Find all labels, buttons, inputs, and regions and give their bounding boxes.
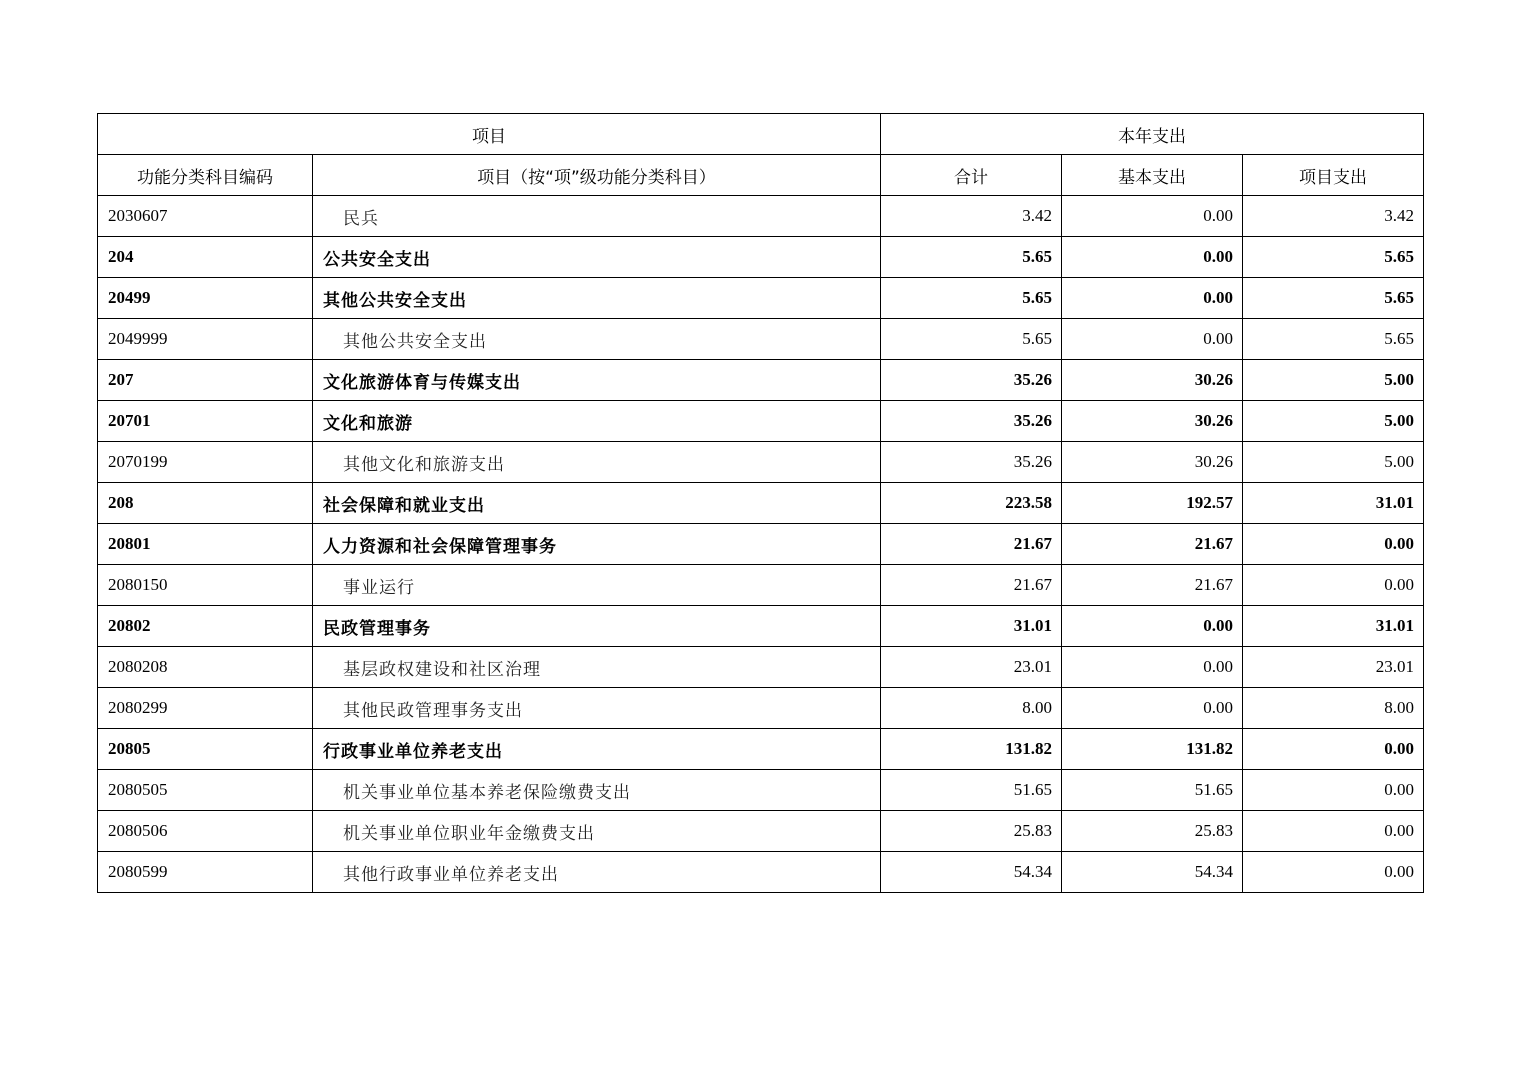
basic-cell: 30.26 <box>1062 401 1243 442</box>
header-row-2 <box>98 155 1424 196</box>
table-row <box>98 606 1424 647</box>
code-cell: 2080299 <box>98 688 313 729</box>
basic-cell: 25.83 <box>1062 811 1243 852</box>
name-cell: 其他行政事业单位养老支出 <box>313 852 881 893</box>
table-row <box>98 196 1424 237</box>
name-cell: 文化和旅游 <box>313 401 881 442</box>
table-row <box>98 647 1424 688</box>
basic-cell: 21.67 <box>1062 524 1243 565</box>
basic-cell: 0.00 <box>1062 647 1243 688</box>
basic-column-header: 基本支出 <box>1062 155 1243 196</box>
name-cell: 机关事业单位职业年金缴费支出 <box>313 811 881 852</box>
total-cell: 8.00 <box>881 688 1062 729</box>
code-cell: 20802 <box>98 606 313 647</box>
total-cell: 51.65 <box>881 770 1062 811</box>
budget-table <box>97 113 1424 893</box>
project-cell: 8.00 <box>1243 688 1424 729</box>
table-row <box>98 483 1424 524</box>
total-cell: 21.67 <box>881 565 1062 606</box>
total-cell: 35.26 <box>881 401 1062 442</box>
total-cell: 31.01 <box>881 606 1062 647</box>
code-cell: 20801 <box>98 524 313 565</box>
basic-cell: 0.00 <box>1062 237 1243 278</box>
code-column-header: 功能分类科目编码 <box>98 155 313 196</box>
code-cell: 2080599 <box>98 852 313 893</box>
basic-cell: 30.26 <box>1062 442 1243 483</box>
name-cell: 公共安全支出 <box>313 237 881 278</box>
name-cell: 文化旅游体育与传媒支出 <box>313 360 881 401</box>
basic-cell: 0.00 <box>1062 606 1243 647</box>
name-cell: 机关事业单位基本养老保险缴费支出 <box>313 770 881 811</box>
table-row <box>98 237 1424 278</box>
code-cell: 20805 <box>98 729 313 770</box>
total-cell: 223.58 <box>881 483 1062 524</box>
total-cell: 35.26 <box>881 442 1062 483</box>
header-row-1 <box>98 114 1424 155</box>
basic-cell: 0.00 <box>1062 278 1243 319</box>
total-cell: 5.65 <box>881 278 1062 319</box>
name-cell: 社会保障和就业支出 <box>313 483 881 524</box>
name-cell: 其他公共安全支出 <box>313 278 881 319</box>
name-column-header: 项目（按“项”级功能分类科目） <box>313 155 881 196</box>
code-cell: 2080505 <box>98 770 313 811</box>
total-cell: 21.67 <box>881 524 1062 565</box>
project-column-header: 项目支出 <box>1243 155 1424 196</box>
project-cell: 5.00 <box>1243 442 1424 483</box>
project-cell: 5.65 <box>1243 278 1424 319</box>
code-cell: 208 <box>98 483 313 524</box>
total-cell: 54.34 <box>881 852 1062 893</box>
code-cell: 2070199 <box>98 442 313 483</box>
table-row <box>98 565 1424 606</box>
total-cell: 5.65 <box>881 237 1062 278</box>
basic-cell: 0.00 <box>1062 196 1243 237</box>
table-row <box>98 442 1424 483</box>
code-cell: 2080208 <box>98 647 313 688</box>
total-cell: 3.42 <box>881 196 1062 237</box>
table-row <box>98 401 1424 442</box>
code-cell: 20701 <box>98 401 313 442</box>
project-cell: 3.42 <box>1243 196 1424 237</box>
name-cell: 民兵 <box>313 196 881 237</box>
basic-cell: 51.65 <box>1062 770 1243 811</box>
table-row <box>98 319 1424 360</box>
basic-cell: 54.34 <box>1062 852 1243 893</box>
name-cell: 其他公共安全支出 <box>313 319 881 360</box>
project-cell: 23.01 <box>1243 647 1424 688</box>
basic-cell: 0.00 <box>1062 688 1243 729</box>
table-row <box>98 360 1424 401</box>
project-cell: 0.00 <box>1243 565 1424 606</box>
code-cell: 2030607 <box>98 196 313 237</box>
code-cell: 2080506 <box>98 811 313 852</box>
project-cell: 0.00 <box>1243 524 1424 565</box>
project-cell: 5.00 <box>1243 360 1424 401</box>
table-row <box>98 278 1424 319</box>
project-cell: 0.00 <box>1243 770 1424 811</box>
project-cell: 5.65 <box>1243 319 1424 360</box>
basic-cell: 30.26 <box>1062 360 1243 401</box>
name-cell: 民政管理事务 <box>313 606 881 647</box>
code-cell: 20499 <box>98 278 313 319</box>
project-cell: 5.65 <box>1243 237 1424 278</box>
basic-cell: 192.57 <box>1062 483 1243 524</box>
total-column-header: 合计 <box>881 155 1062 196</box>
project-cell: 0.00 <box>1243 852 1424 893</box>
table-row <box>98 811 1424 852</box>
project-cell: 31.01 <box>1243 483 1424 524</box>
name-cell: 事业运行 <box>313 565 881 606</box>
basic-cell: 131.82 <box>1062 729 1243 770</box>
code-cell: 207 <box>98 360 313 401</box>
code-cell: 2049999 <box>98 319 313 360</box>
name-cell: 人力资源和社会保障管理事务 <box>313 524 881 565</box>
name-cell: 其他民政管理事务支出 <box>313 688 881 729</box>
code-cell: 2080150 <box>98 565 313 606</box>
table-row <box>98 688 1424 729</box>
total-cell: 131.82 <box>881 729 1062 770</box>
name-cell: 其他文化和旅游支出 <box>313 442 881 483</box>
table-row <box>98 729 1424 770</box>
project-cell: 5.00 <box>1243 401 1424 442</box>
project-cell: 0.00 <box>1243 729 1424 770</box>
table-row <box>98 524 1424 565</box>
total-cell: 23.01 <box>881 647 1062 688</box>
table-row <box>98 770 1424 811</box>
total-cell: 35.26 <box>881 360 1062 401</box>
total-cell: 25.83 <box>881 811 1062 852</box>
table-row <box>98 852 1424 893</box>
total-cell: 5.65 <box>881 319 1062 360</box>
project-cell: 31.01 <box>1243 606 1424 647</box>
name-cell: 基层政权建设和社区治理 <box>313 647 881 688</box>
code-cell: 204 <box>98 237 313 278</box>
current-year-expenditure-header: 本年支出 <box>881 114 1424 155</box>
project-cell: 0.00 <box>1243 811 1424 852</box>
basic-cell: 21.67 <box>1062 565 1243 606</box>
basic-cell: 0.00 <box>1062 319 1243 360</box>
project-header: 项目 <box>98 114 881 155</box>
table-body <box>98 196 1424 893</box>
name-cell: 行政事业单位养老支出 <box>313 729 881 770</box>
